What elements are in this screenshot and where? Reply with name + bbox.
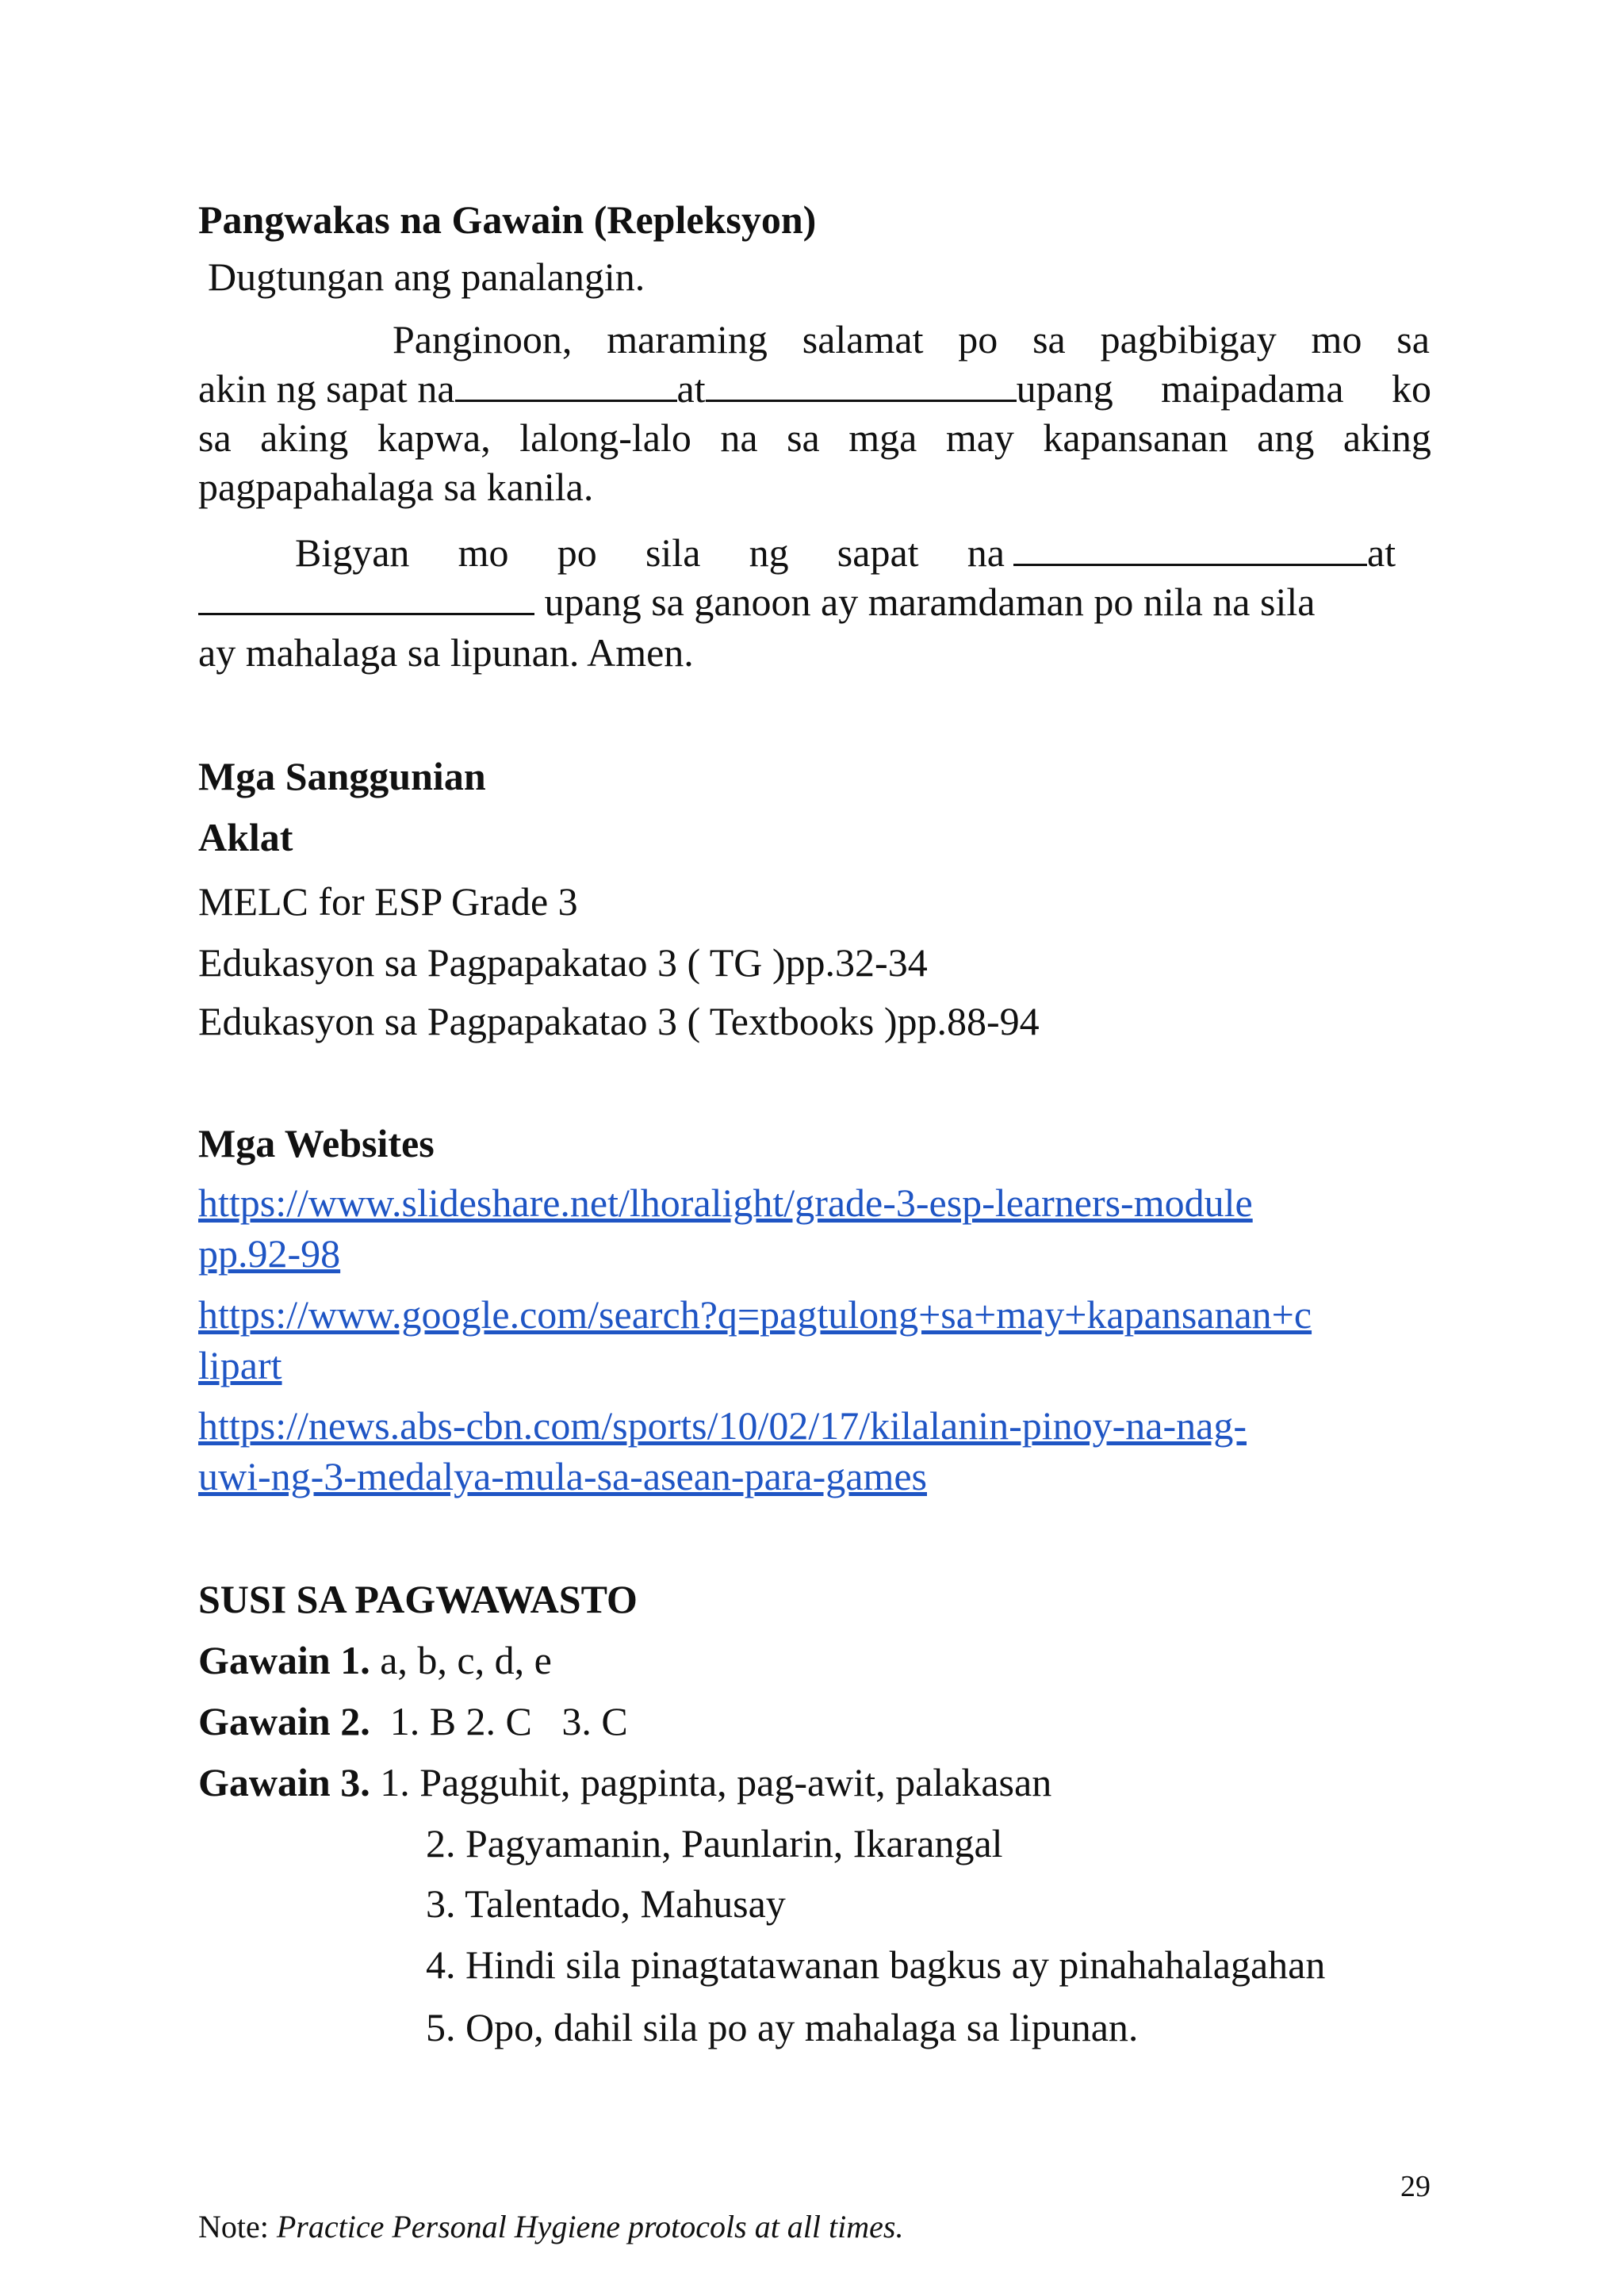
answer-blank-4[interactable]: [198, 581, 534, 615]
gawain-3-item: 5. Opo, dahil sila po ay mahalaga sa lipunan.: [426, 2005, 1139, 2049]
gawain-1-answer: Gawain 1. a, b, c, d, e: [198, 1638, 552, 1682]
prayer-p1-line1: Panginoon, maraming salamat po sa pagbibigay mo sa: [393, 317, 1430, 362]
reflection-instruction: Dugtungan ang panalangin.: [208, 254, 645, 299]
footer-note: Note: Practice Personal Hygiene protocols at all times.: [198, 2209, 904, 2244]
book-item: Edukasyon sa Pagpapakatao 3 ( Textbooks )pp.88-94: [198, 999, 1040, 1043]
website-link-google[interactable]: https://www.google.com/search?q=pagtulong+sa+may+kapansanan+c lipart: [198, 1292, 1312, 1387]
website-link-abs-cbn[interactable]: https://news.abs-cbn.com/sports/10/02/17/kilalanin-pinoy-na-nag- uwi-ng-3-medalya-mula-sa-asean-para-games: [198, 1403, 1247, 1498]
gawain-3-item: 3. Talentado, Mahusay: [426, 1881, 786, 1926]
gawain-3-answer: Gawain 3. 1. Pagguhit, pagpinta, pag-awit, palakasan: [198, 1760, 1052, 1804]
references-heading: Mga Sanggunian: [198, 754, 486, 798]
answer-blank-1[interactable]: [455, 368, 677, 402]
prayer-p2-line1-end: at: [1013, 528, 1396, 577]
prayer-p2-line3: ay mahalaga sa lipunan. Amen.: [198, 630, 694, 675]
website-link-slideshare[interactable]: https://www.slideshare.net/lhoralight/grade-3-esp-learners-module pp.92-98: [198, 1181, 1253, 1276]
books-heading: Aklat: [198, 815, 293, 859]
answer-key-heading: SUSI SA PAGWAWASTO: [198, 1577, 638, 1621]
book-item: MELC for ESP Grade 3: [198, 879, 578, 924]
prayer-p2-line1: Bigyan mo po sila ng sapat na: [295, 530, 1005, 575]
gawain-2-answer: Gawain 2. 1. B 2. C 3. C: [198, 1699, 628, 1743]
answer-blank-3[interactable]: [1013, 532, 1367, 566]
answer-blank-2[interactable]: [706, 368, 1017, 402]
reflection-heading: Pangwakas na Gawain (Repleksyon): [198, 197, 817, 242]
prayer-p1-line3: sa aking kapwa, lalong-lalo na sa mga may kapansanan ang aking: [198, 415, 1431, 460]
book-item: Edukasyon sa Pagpapakatao 3 ( TG )pp.32-34: [198, 940, 928, 985]
prayer-p1-line4: pagpapahalaga sa kanila.: [198, 465, 594, 509]
gawain-3-item: 2. Pagyamanin, Paunlarin, Ikarangal: [426, 1821, 1003, 1866]
prayer-p1-line2: akin ng sapat na at upang maipadama ko: [198, 366, 1431, 411]
gawain-3-item: 4. Hindi sila pinagtatawanan bagkus ay pinahahalagahan: [426, 1942, 1326, 1987]
websites-heading: Mga Websites: [198, 1121, 435, 1165]
page-number: 29: [1400, 2170, 1431, 2203]
prayer-p2-line2: upang sa ganoon ay maramdaman po nila na sila: [198, 577, 1315, 626]
